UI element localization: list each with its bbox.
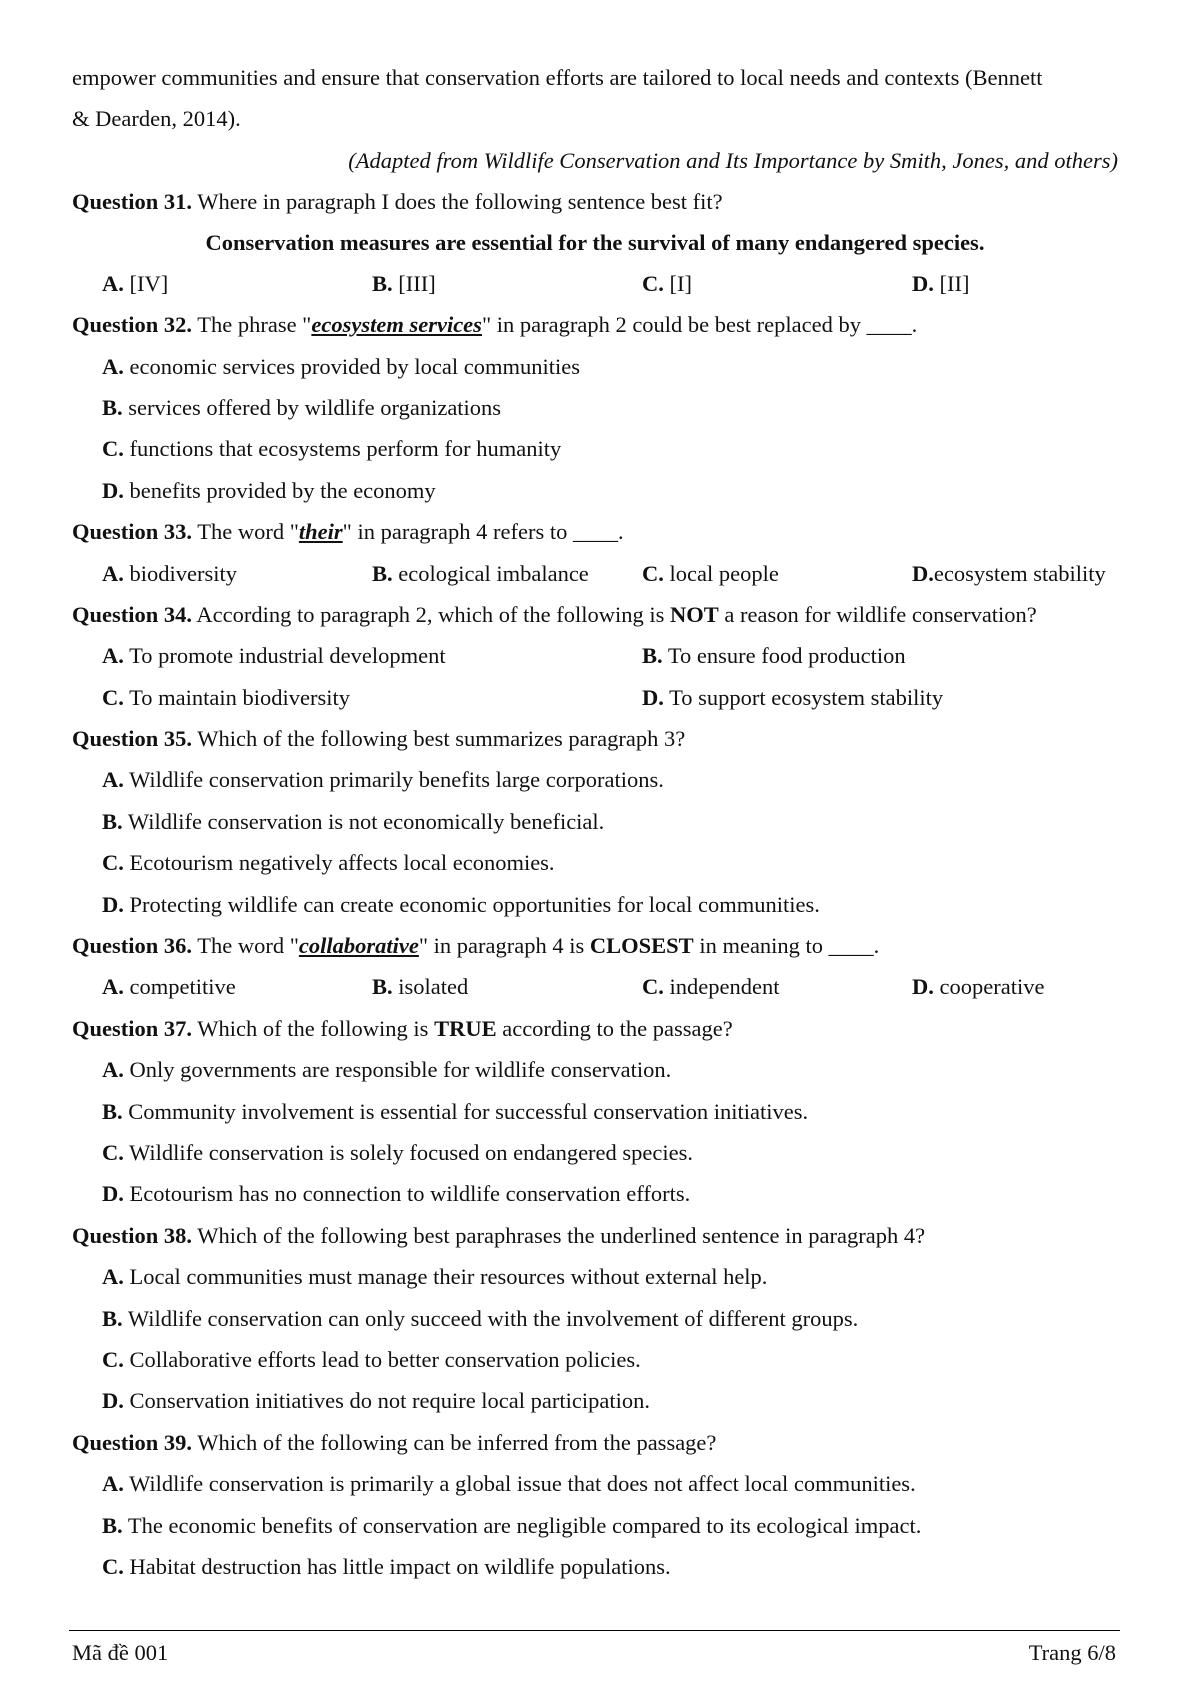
question-32: Question 32. The phrase "ecosystem services" in paragraph 2 could be best replaced by ____.: [72, 312, 918, 337]
option-b[interactable]: B. ecological imbalance: [372, 561, 589, 586]
question-text: Where in paragraph I does the following sentence best fit?: [192, 189, 723, 214]
option-a[interactable]: A. Wildlife conservation primarily benefits large corporations.: [102, 767, 664, 792]
options-row: [102, 554, 1118, 594]
option-d[interactable]: D. benefits provided by the economy: [102, 478, 436, 503]
option-c[interactable]: C. Habitat destruction has little impact on wildlife populations.: [102, 1554, 671, 1579]
option-c[interactable]: C. Collaborative efforts lead to better conservation policies.: [102, 1347, 641, 1372]
options-row: [102, 678, 1118, 718]
option-a[interactable]: A. competitive: [102, 974, 236, 999]
option-a[interactable]: A. [IV]: [102, 271, 169, 296]
option-d[interactable]: D. [II]: [912, 271, 970, 296]
question-33: Question 33. The word "their" in paragraph 4 refers to ____.: [72, 519, 624, 544]
question-label: Question 37.: [72, 1016, 193, 1041]
option-a[interactable]: A. Local communities must manage their resources without external help.: [102, 1264, 768, 1289]
question-label: Question 35.: [72, 726, 193, 751]
question-34: Question 34. According to paragraph 2, which of the following is NOT a reason for wildlife conservation?: [72, 602, 1037, 627]
option-b[interactable]: B. Wildlife conservation is not economically beneficial.: [102, 809, 605, 834]
question-label: Question 34.: [72, 602, 193, 627]
options-row: [102, 264, 1118, 304]
option-c[interactable]: C. functions that ecosystems perform for humanity: [102, 436, 562, 461]
passage-line: & Dearden, 2014).: [72, 106, 241, 131]
option-a[interactable]: A. Only governments are responsible for wildlife conservation.: [102, 1057, 672, 1082]
options-row: [102, 967, 1118, 1007]
question-label: Question 36.: [72, 933, 193, 958]
option-d[interactable]: D. cooperative: [912, 974, 1045, 999]
question-37: Question 37. Which of the following is TRUE according to the passage?: [72, 1016, 733, 1041]
option-d[interactable]: D. Protecting wildlife can create economic opportunities for local communities.: [102, 892, 820, 917]
question-text: Which of the following can be inferred from the passage?: [192, 1430, 717, 1455]
option-a[interactable]: A. biodiversity: [102, 561, 237, 586]
option-b[interactable]: B. To ensure food production: [642, 643, 906, 668]
option-c[interactable]: C. Wildlife conservation is solely focused on endangered species.: [102, 1140, 694, 1165]
question-label: Question 31.: [72, 189, 193, 214]
option-c[interactable]: C. local people: [642, 561, 779, 586]
option-a[interactable]: A. To promote industrial development: [102, 643, 446, 668]
page-number: Trang 6/8: [1028, 1640, 1116, 1665]
option-d[interactable]: D. To support ecosystem stability: [642, 685, 944, 710]
option-c[interactable]: C. To maintain biodiversity: [102, 685, 350, 710]
option-b[interactable]: B. Wildlife conservation can only succeed with the involvement of different groups.: [102, 1306, 859, 1331]
footer-divider: [69, 1630, 1120, 1631]
option-b[interactable]: B. [III]: [372, 271, 436, 296]
question-label: Question 33.: [72, 519, 193, 544]
passage-source: (Adapted from Wildlife Conservation and Its Importance by Smith, Jones, and others): [348, 148, 1118, 173]
option-b[interactable]: B. isolated: [372, 974, 469, 999]
option-c[interactable]: C. [I]: [642, 271, 692, 296]
question-text: Which of the following best summarizes paragraph 3?: [192, 726, 686, 751]
question-35: [72, 719, 1118, 759]
keyword: ecosystem services: [311, 312, 482, 337]
question-39: [72, 1423, 1118, 1463]
question-text: Which of the following best paraphrases the underlined sentence in paragraph 4?: [192, 1223, 926, 1248]
option-c[interactable]: C. Ecotourism negatively affects local economies.: [102, 850, 555, 875]
passage-line: empower communities and ensure that conservation efforts are tailored to local needs and contexts (Bennett: [72, 65, 1043, 90]
question-36: Question 36. The word "collaborative" in paragraph 4 is CLOSEST in meaning to ____.: [72, 933, 880, 958]
keyword: their: [298, 519, 343, 544]
exam-code: Mã đề 001: [72, 1640, 169, 1665]
question-label: Question 38.: [72, 1223, 193, 1248]
option-a[interactable]: A. Wildlife conservation is primarily a global issue that does not affect local communities.: [102, 1471, 916, 1496]
option-d[interactable]: D. Conservation initiatives do not require local participation.: [102, 1388, 650, 1413]
question-38: [72, 1216, 1118, 1256]
question-31: [72, 182, 1118, 222]
question-label: Question 39.: [72, 1430, 193, 1455]
option-d[interactable]: D.ecosystem stability: [912, 561, 1106, 586]
keyword: collaborative: [298, 933, 419, 958]
option-c[interactable]: C. independent: [642, 974, 780, 999]
insert-sentence: Conservation measures are essential for the survival of many endangered species.: [205, 230, 985, 255]
option-b[interactable]: B. The economic benefits of conservation are negligible compared to its ecological impact.: [102, 1513, 922, 1538]
option-b[interactable]: B. Community involvement is essential for successful conservation initiatives.: [102, 1099, 809, 1124]
options-row: [102, 636, 1118, 676]
question-label: Question 32.: [72, 312, 193, 337]
option-d[interactable]: D. Ecotourism has no connection to wildlife conservation efforts.: [102, 1181, 691, 1206]
option-b[interactable]: B. services offered by wildlife organizations: [102, 395, 502, 420]
option-a[interactable]: A. economic services provided by local communities: [102, 354, 580, 379]
